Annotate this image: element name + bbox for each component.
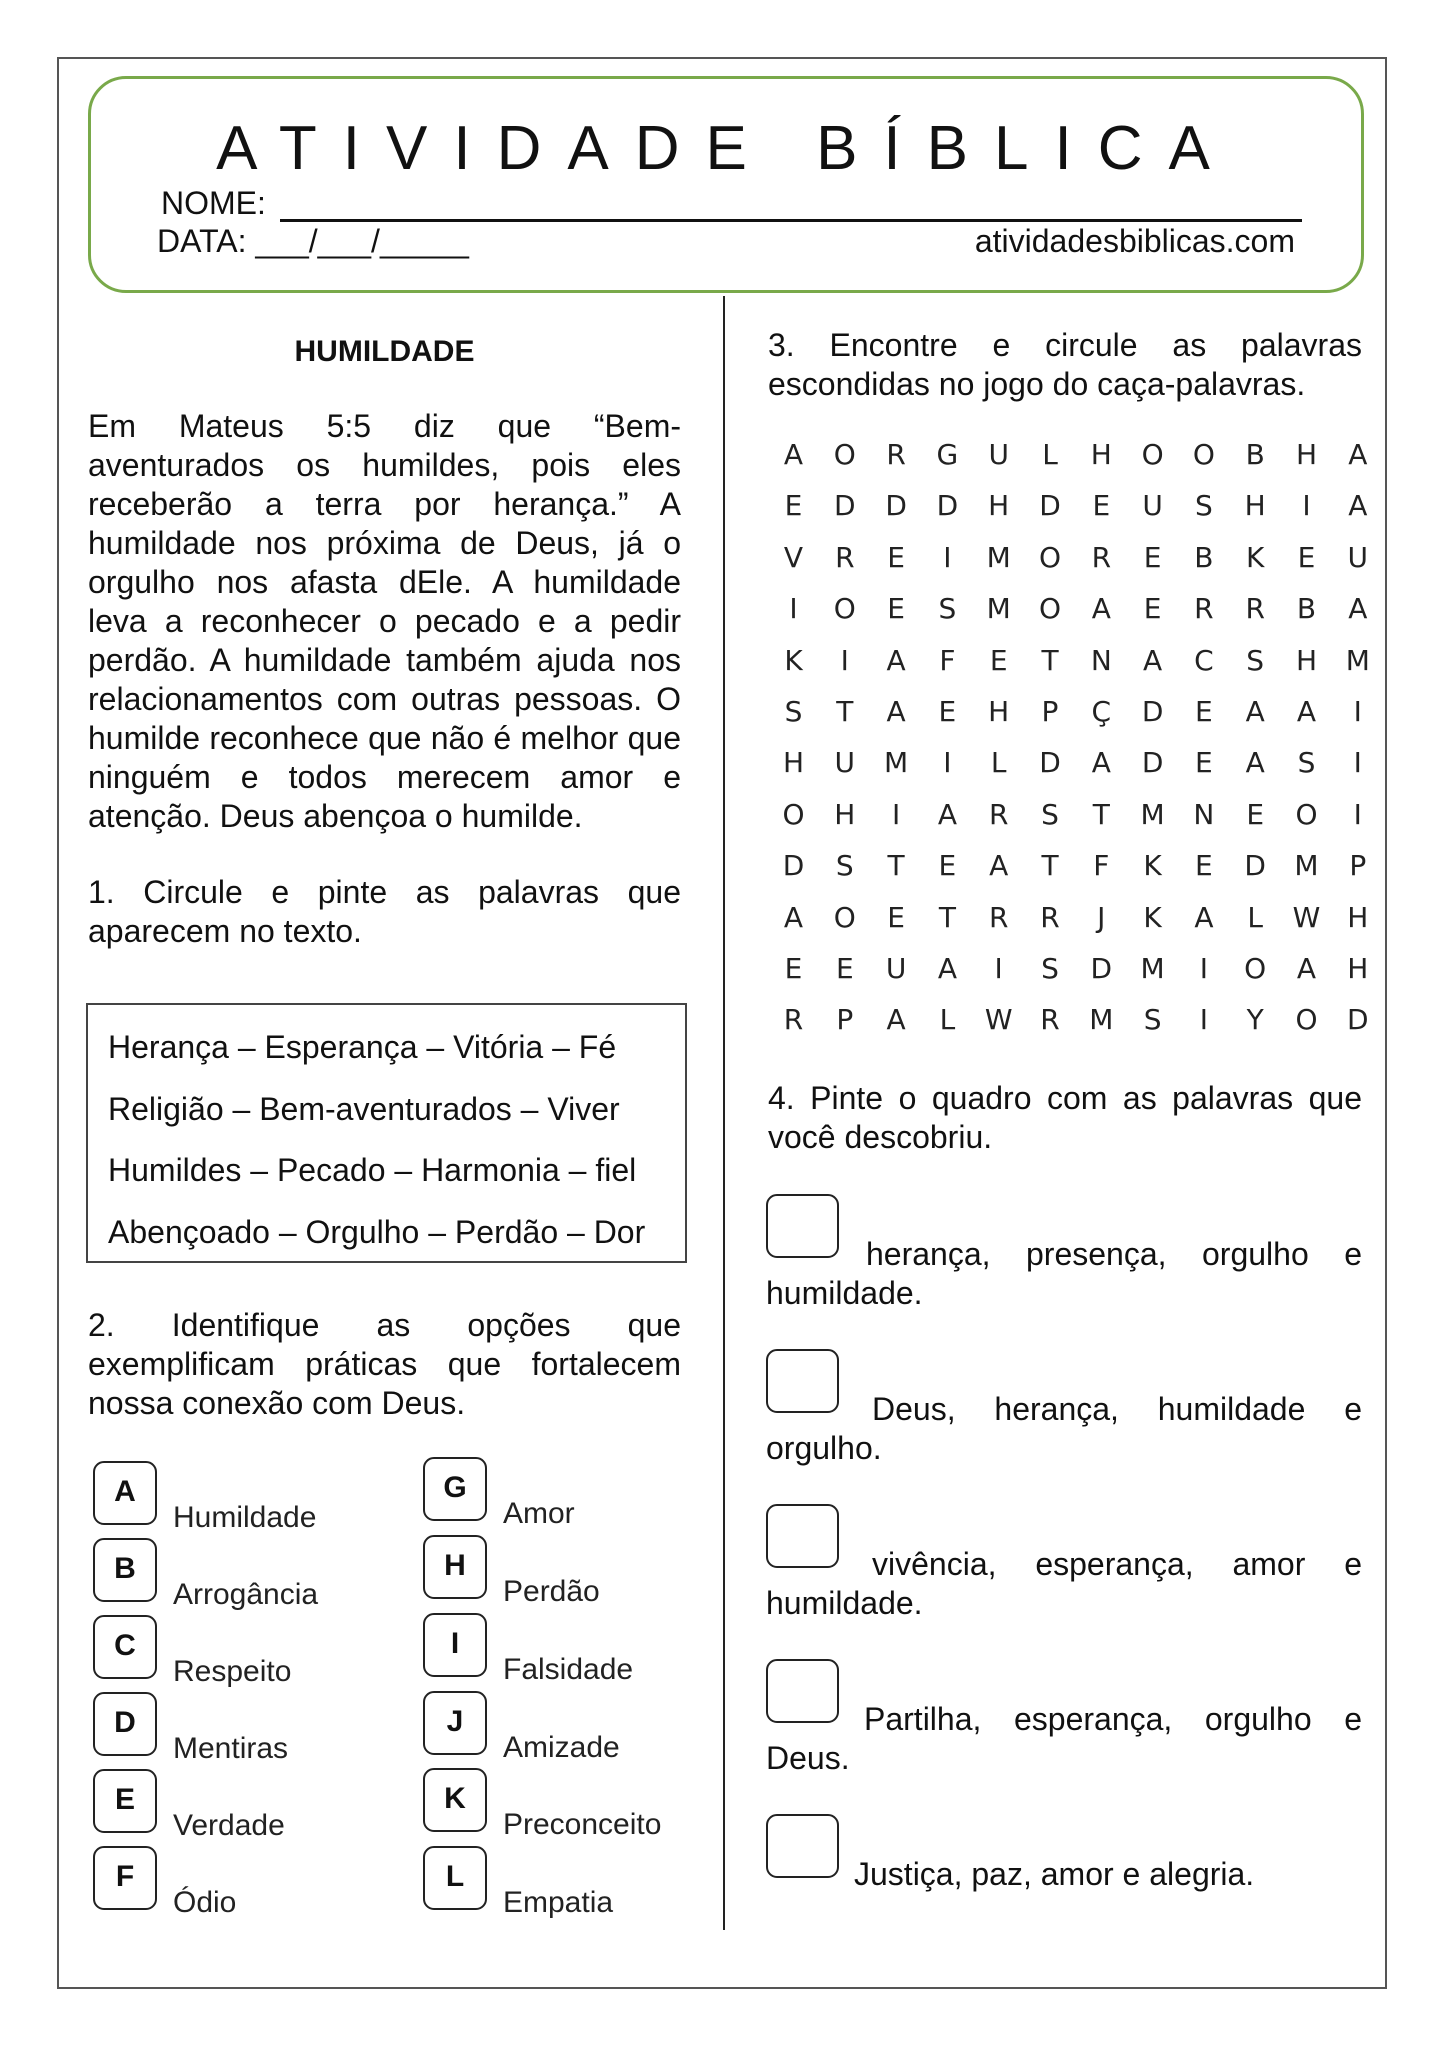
option-letter-box[interactable]: H	[423, 1535, 487, 1599]
option-letter-box[interactable]: I	[423, 1613, 487, 1677]
grid-letter[interactable]: M	[1345, 643, 1370, 677]
grid-letter[interactable]: L	[990, 746, 1007, 780]
grid-letter[interactable]: E	[1246, 797, 1265, 831]
grid-letter[interactable]: P	[1041, 695, 1059, 728]
grid-letter[interactable]: E	[887, 540, 905, 574]
grid-letter[interactable]: O	[1038, 592, 1062, 626]
option-letter-box[interactable]: F	[93, 1846, 157, 1910]
grid-letter[interactable]: I	[840, 643, 849, 677]
grid-letter[interactable]: I	[1353, 695, 1362, 728]
grid-letter[interactable]: F	[1093, 849, 1110, 883]
grid-letter[interactable]: E	[835, 952, 854, 985]
grid-letter[interactable]: T	[887, 849, 905, 883]
option-letter-box[interactable]: B	[93, 1538, 157, 1602]
choice-text: vivência, esperança, amor e humildade.	[766, 1546, 1362, 1621]
question-3: 3. Encontre e circule as palavras escondidas no jogo do caça-palavras.	[768, 327, 1362, 402]
grid-letter[interactable]: O	[1295, 1003, 1318, 1037]
question-1: 1. Circule e pinte as palavras que aparecem no texto.	[88, 874, 681, 949]
grid-letter[interactable]: M	[1140, 797, 1165, 831]
option-label: Empatia	[503, 1886, 614, 1919]
option-letter-box[interactable]: J	[423, 1691, 487, 1755]
grid-letter[interactable]: A	[937, 952, 957, 985]
grid-letter[interactable]: S	[1297, 746, 1316, 780]
grid-letter[interactable]: U	[885, 952, 907, 985]
grid-letter[interactable]: O	[833, 900, 856, 934]
grid-letter[interactable]: L	[1042, 438, 1058, 471]
grid-letter[interactable]: R	[1091, 540, 1112, 574]
grid-letter[interactable]: I	[891, 797, 901, 831]
option-letter-box[interactable]: G	[423, 1457, 487, 1521]
grid-letter[interactable]: I	[789, 592, 798, 626]
grid-letter[interactable]: O	[1192, 438, 1215, 471]
option-letter-box[interactable]: K	[423, 1768, 487, 1832]
left-column	[88, 335, 681, 951]
grid-letter[interactable]: N	[1193, 797, 1215, 831]
grid-letter[interactable]: R	[1194, 592, 1214, 626]
grid-letter[interactable]: K	[1246, 540, 1265, 574]
grid-letter[interactable]: D	[1141, 695, 1164, 728]
grid-letter[interactable]: D	[1090, 952, 1113, 985]
grid-letter[interactable]: O	[1141, 438, 1164, 471]
option-label: Preconceito	[503, 1808, 662, 1841]
grid-letter[interactable]: S	[1246, 643, 1265, 677]
grid-letter[interactable]: H	[782, 746, 805, 780]
grid-letter[interactable]: T	[1092, 797, 1110, 831]
grid-letter[interactable]: L	[939, 1003, 956, 1037]
grid-letter[interactable]: R	[783, 1003, 804, 1037]
grid-letter[interactable]: I	[943, 540, 952, 574]
option-label: Amor	[503, 1497, 575, 1530]
grid-letter[interactable]: S	[835, 849, 854, 883]
grid-letter[interactable]: D	[834, 489, 856, 523]
header-box	[88, 76, 1364, 293]
grid-letter[interactable]: E	[1143, 540, 1162, 574]
grid-letter[interactable]: K	[784, 643, 803, 677]
grid-letter[interactable]: S	[1041, 952, 1059, 985]
option-label: Amizade	[503, 1731, 620, 1764]
grid-letter[interactable]: S	[1041, 797, 1059, 831]
grid-letter[interactable]: D	[1244, 849, 1266, 883]
option-label: Perdão	[503, 1575, 600, 1608]
grid-letter[interactable]: A	[1091, 592, 1111, 626]
grid-letter[interactable]: T	[836, 695, 854, 728]
grid-letter[interactable]: W	[984, 1003, 1013, 1037]
question-2: 2. Identifique as opções que exemplificam práticas que fortalecem nossa conexão com Deus.	[88, 1307, 681, 1421]
grid-letter[interactable]: I	[1353, 797, 1362, 831]
word-line[interactable]: Humildes – Pecado – Harmonia – fiel	[108, 1152, 637, 1188]
grid-letter[interactable]: M	[1140, 952, 1165, 985]
grid-letter[interactable]: A	[783, 900, 804, 934]
grid-letter[interactable]: E	[887, 592, 905, 626]
grid-letter[interactable]: A	[1245, 746, 1265, 780]
grid-letter[interactable]: O	[1244, 952, 1267, 985]
grid-letter[interactable]: E	[938, 695, 957, 728]
grid-letter[interactable]: H	[1347, 900, 1369, 934]
grid-letter[interactable]: A	[886, 1003, 906, 1037]
name-field[interactable]	[161, 183, 1302, 222]
grid-letter[interactable]: R	[988, 900, 1009, 934]
grid-letter[interactable]: E	[1297, 540, 1316, 574]
grid-letter[interactable]: H	[1295, 643, 1318, 677]
grid-letter[interactable]: A	[937, 797, 957, 831]
option-label: Arrogância	[173, 1578, 319, 1611]
grid-letter[interactable]: D	[1141, 746, 1164, 780]
grid-letter[interactable]: A	[1348, 592, 1368, 626]
grid-letter[interactable]: R	[835, 540, 855, 574]
word-line[interactable]: Abençoado – Orgulho – Perdão – Dor	[108, 1213, 646, 1250]
grid-letter[interactable]: M	[1089, 1003, 1114, 1037]
grid-letter[interactable]: R	[1040, 1003, 1060, 1037]
grid-letter[interactable]: M	[1294, 849, 1319, 883]
grid-letter[interactable]: U	[834, 746, 856, 780]
grid-letter[interactable]: E	[1143, 592, 1162, 626]
grid-letter[interactable]: A	[783, 438, 804, 471]
option-label: Humildade	[173, 1501, 317, 1534]
page-title: ATIVIDADE BÍBLICA	[216, 114, 1236, 183]
grid-letter[interactable]: P	[1349, 849, 1367, 883]
grid-letter[interactable]: E	[1092, 489, 1111, 523]
option-label: Mentiras	[173, 1732, 289, 1765]
grid-letter[interactable]: B	[1296, 592, 1317, 626]
grid-letter[interactable]: R	[988, 797, 1009, 831]
grid-letter[interactable]: H	[1295, 438, 1318, 471]
grid-letter[interactable]: K	[1143, 849, 1162, 883]
grid-letter[interactable]: S	[1143, 1003, 1162, 1037]
grid-letter[interactable]: J	[1097, 900, 1106, 934]
intro-paragraph: Em Mateus 5:5 diz que “Bem-aventurados os humildes, pois eles receberão a terra por herança.” A humildade nos próxima de Deus, já o orgulho nos afasta dEle. A humildade leva a reconhecer o pecado e a pedir perdão. A humildade também ajuda nos relacionamentos com outras pessoas. O humilde reconhece que não é melhor que ninguém e todos merecem amor e atenção. Deus abençoa o humilde.	[88, 408, 681, 834]
grid-letter[interactable]: K	[1143, 900, 1162, 934]
grid-letter[interactable]: U	[1142, 489, 1163, 523]
grid-letter[interactable]: A	[886, 695, 906, 728]
grid-letter[interactable]: E	[938, 849, 957, 883]
grid-letter[interactable]: E	[989, 643, 1008, 677]
grid-letter[interactable]: Y	[1246, 1003, 1264, 1037]
option-letter-box[interactable]: L	[423, 1846, 487, 1910]
grid-letter[interactable]: B	[1194, 540, 1214, 574]
option-letter-box[interactable]: D	[93, 1692, 157, 1756]
grid-letter[interactable]: M	[986, 540, 1011, 574]
grid-letter[interactable]: N	[1090, 643, 1112, 677]
grid-letter[interactable]: D	[1039, 746, 1061, 780]
grid-letter[interactable]: S	[784, 695, 803, 728]
grid-letter[interactable]: H	[988, 489, 1010, 523]
word-line[interactable]: Herança – Esperança – Vitória – Fé	[108, 1029, 617, 1065]
grid-letter[interactable]: I	[1199, 952, 1209, 985]
grid-letter[interactable]: D	[885, 489, 907, 523]
grid-letter[interactable]: D	[1039, 489, 1061, 523]
date-field[interactable]: DATA: ___/___/_____	[157, 223, 469, 259]
grid-letter[interactable]: E	[784, 489, 803, 523]
grid-letter[interactable]: D	[1347, 1003, 1369, 1037]
choice-text: Justiça, paz, amor e alegria.	[854, 1856, 1255, 1892]
grid-letter[interactable]: A	[1348, 438, 1368, 471]
grid-letter[interactable]: A	[1091, 746, 1111, 780]
grid-letter[interactable]: D	[936, 489, 959, 523]
grid-letter[interactable]: T	[1041, 849, 1059, 883]
grid-letter[interactable]: A	[1194, 900, 1214, 934]
grid-letter[interactable]: U	[1347, 540, 1369, 574]
grid-letter[interactable]: R	[1040, 900, 1060, 934]
grid-letter[interactable]: G	[936, 438, 959, 471]
option-letter-box[interactable]: A	[93, 1461, 157, 1525]
grid-letter[interactable]: E	[1195, 746, 1213, 780]
grid-letter[interactable]: S	[1195, 489, 1213, 523]
grid-letter[interactable]: U	[988, 438, 1009, 471]
option-letter-box[interactable]: C	[93, 1615, 157, 1679]
grid-letter[interactable]: O	[1038, 540, 1062, 574]
grid-letter[interactable]: A	[989, 849, 1009, 883]
grid-letter[interactable]: H	[1090, 438, 1112, 471]
grid-letter[interactable]: H	[1347, 952, 1369, 985]
grid-letter[interactable]: R	[1245, 592, 1265, 626]
grid-letter[interactable]: R	[886, 438, 906, 471]
grid-letter[interactable]: E	[784, 952, 803, 985]
grid-letter[interactable]: M	[884, 746, 909, 780]
question-4: 4. Pinte o quadro com as palavras que você descobriu.	[768, 1080, 1362, 1155]
grid-letter[interactable]: I	[1353, 746, 1362, 780]
option-label: Falsidade	[503, 1653, 634, 1686]
grid-letter[interactable]: M	[986, 592, 1011, 626]
choice-text: herança, presença, orgulho e humildade.	[766, 1236, 1362, 1311]
grid-letter[interactable]: A	[1296, 695, 1317, 728]
grid-letter[interactable]: A	[1245, 695, 1265, 728]
grid-letter[interactable]: P	[836, 1003, 854, 1037]
grid-letter[interactable]: D	[782, 849, 805, 883]
grid-letter[interactable]: O	[833, 438, 856, 471]
name-label: NOME:	[161, 185, 266, 221]
grid-letter[interactable]: E	[887, 900, 905, 934]
grid-letter[interactable]: A	[886, 643, 906, 677]
grid-letter[interactable]: E	[1195, 695, 1213, 728]
grid-letter[interactable]: F	[939, 643, 956, 677]
grid-letter[interactable]: H	[1244, 489, 1266, 523]
grid-letter[interactable]: A	[1296, 952, 1317, 985]
grid-letter[interactable]: O	[1295, 797, 1318, 831]
option-label: Ódio	[173, 1886, 237, 1919]
grid-letter[interactable]: I	[1199, 1003, 1209, 1037]
choice-text: Deus, herança, humildade e orgulho.	[766, 1391, 1362, 1466]
grid-letter[interactable]: C	[1194, 643, 1214, 677]
grid-letter[interactable]: W	[1292, 900, 1321, 934]
grid-letter[interactable]: L	[1247, 900, 1263, 934]
grid-letter[interactable]: I	[994, 952, 1003, 985]
grid-letter[interactable]: T	[938, 900, 956, 934]
section-heading: HUMILDADE	[294, 335, 475, 368]
word-line[interactable]: Religião – Bem-aventurados – Viver	[108, 1090, 620, 1127]
grid-letter[interactable]: A	[1348, 489, 1368, 523]
option-label: Verdade	[173, 1809, 285, 1842]
grid-letter[interactable]: T	[1041, 643, 1059, 677]
name-line[interactable]	[280, 183, 1302, 222]
site-url: atividadesbiblicas.com	[974, 223, 1295, 259]
grid-letter[interactable]: A	[1143, 643, 1163, 677]
grid-letter[interactable]: I	[1302, 489, 1311, 523]
option-label: Respeito	[173, 1655, 292, 1688]
grid-letter[interactable]: H	[834, 797, 856, 831]
grid-letter[interactable]: S	[938, 592, 957, 626]
choice-text: Partilha, esperança, orgulho e Deus.	[766, 1701, 1362, 1776]
grid-letter[interactable]: O	[833, 592, 856, 626]
grid-letter[interactable]: Ç	[1091, 695, 1112, 728]
grid-letter[interactable]: I	[943, 746, 952, 780]
grid-letter[interactable]: O	[782, 797, 805, 831]
grid-letter[interactable]: H	[988, 695, 1010, 728]
option-letter-box[interactable]: E	[93, 1769, 157, 1833]
column-divider	[723, 296, 725, 1930]
word-list-box	[86, 1003, 687, 1263]
grid-letter[interactable]: V	[783, 540, 804, 574]
grid-letter[interactable]: B	[1245, 438, 1265, 471]
grid-letter[interactable]: E	[1195, 849, 1213, 883]
